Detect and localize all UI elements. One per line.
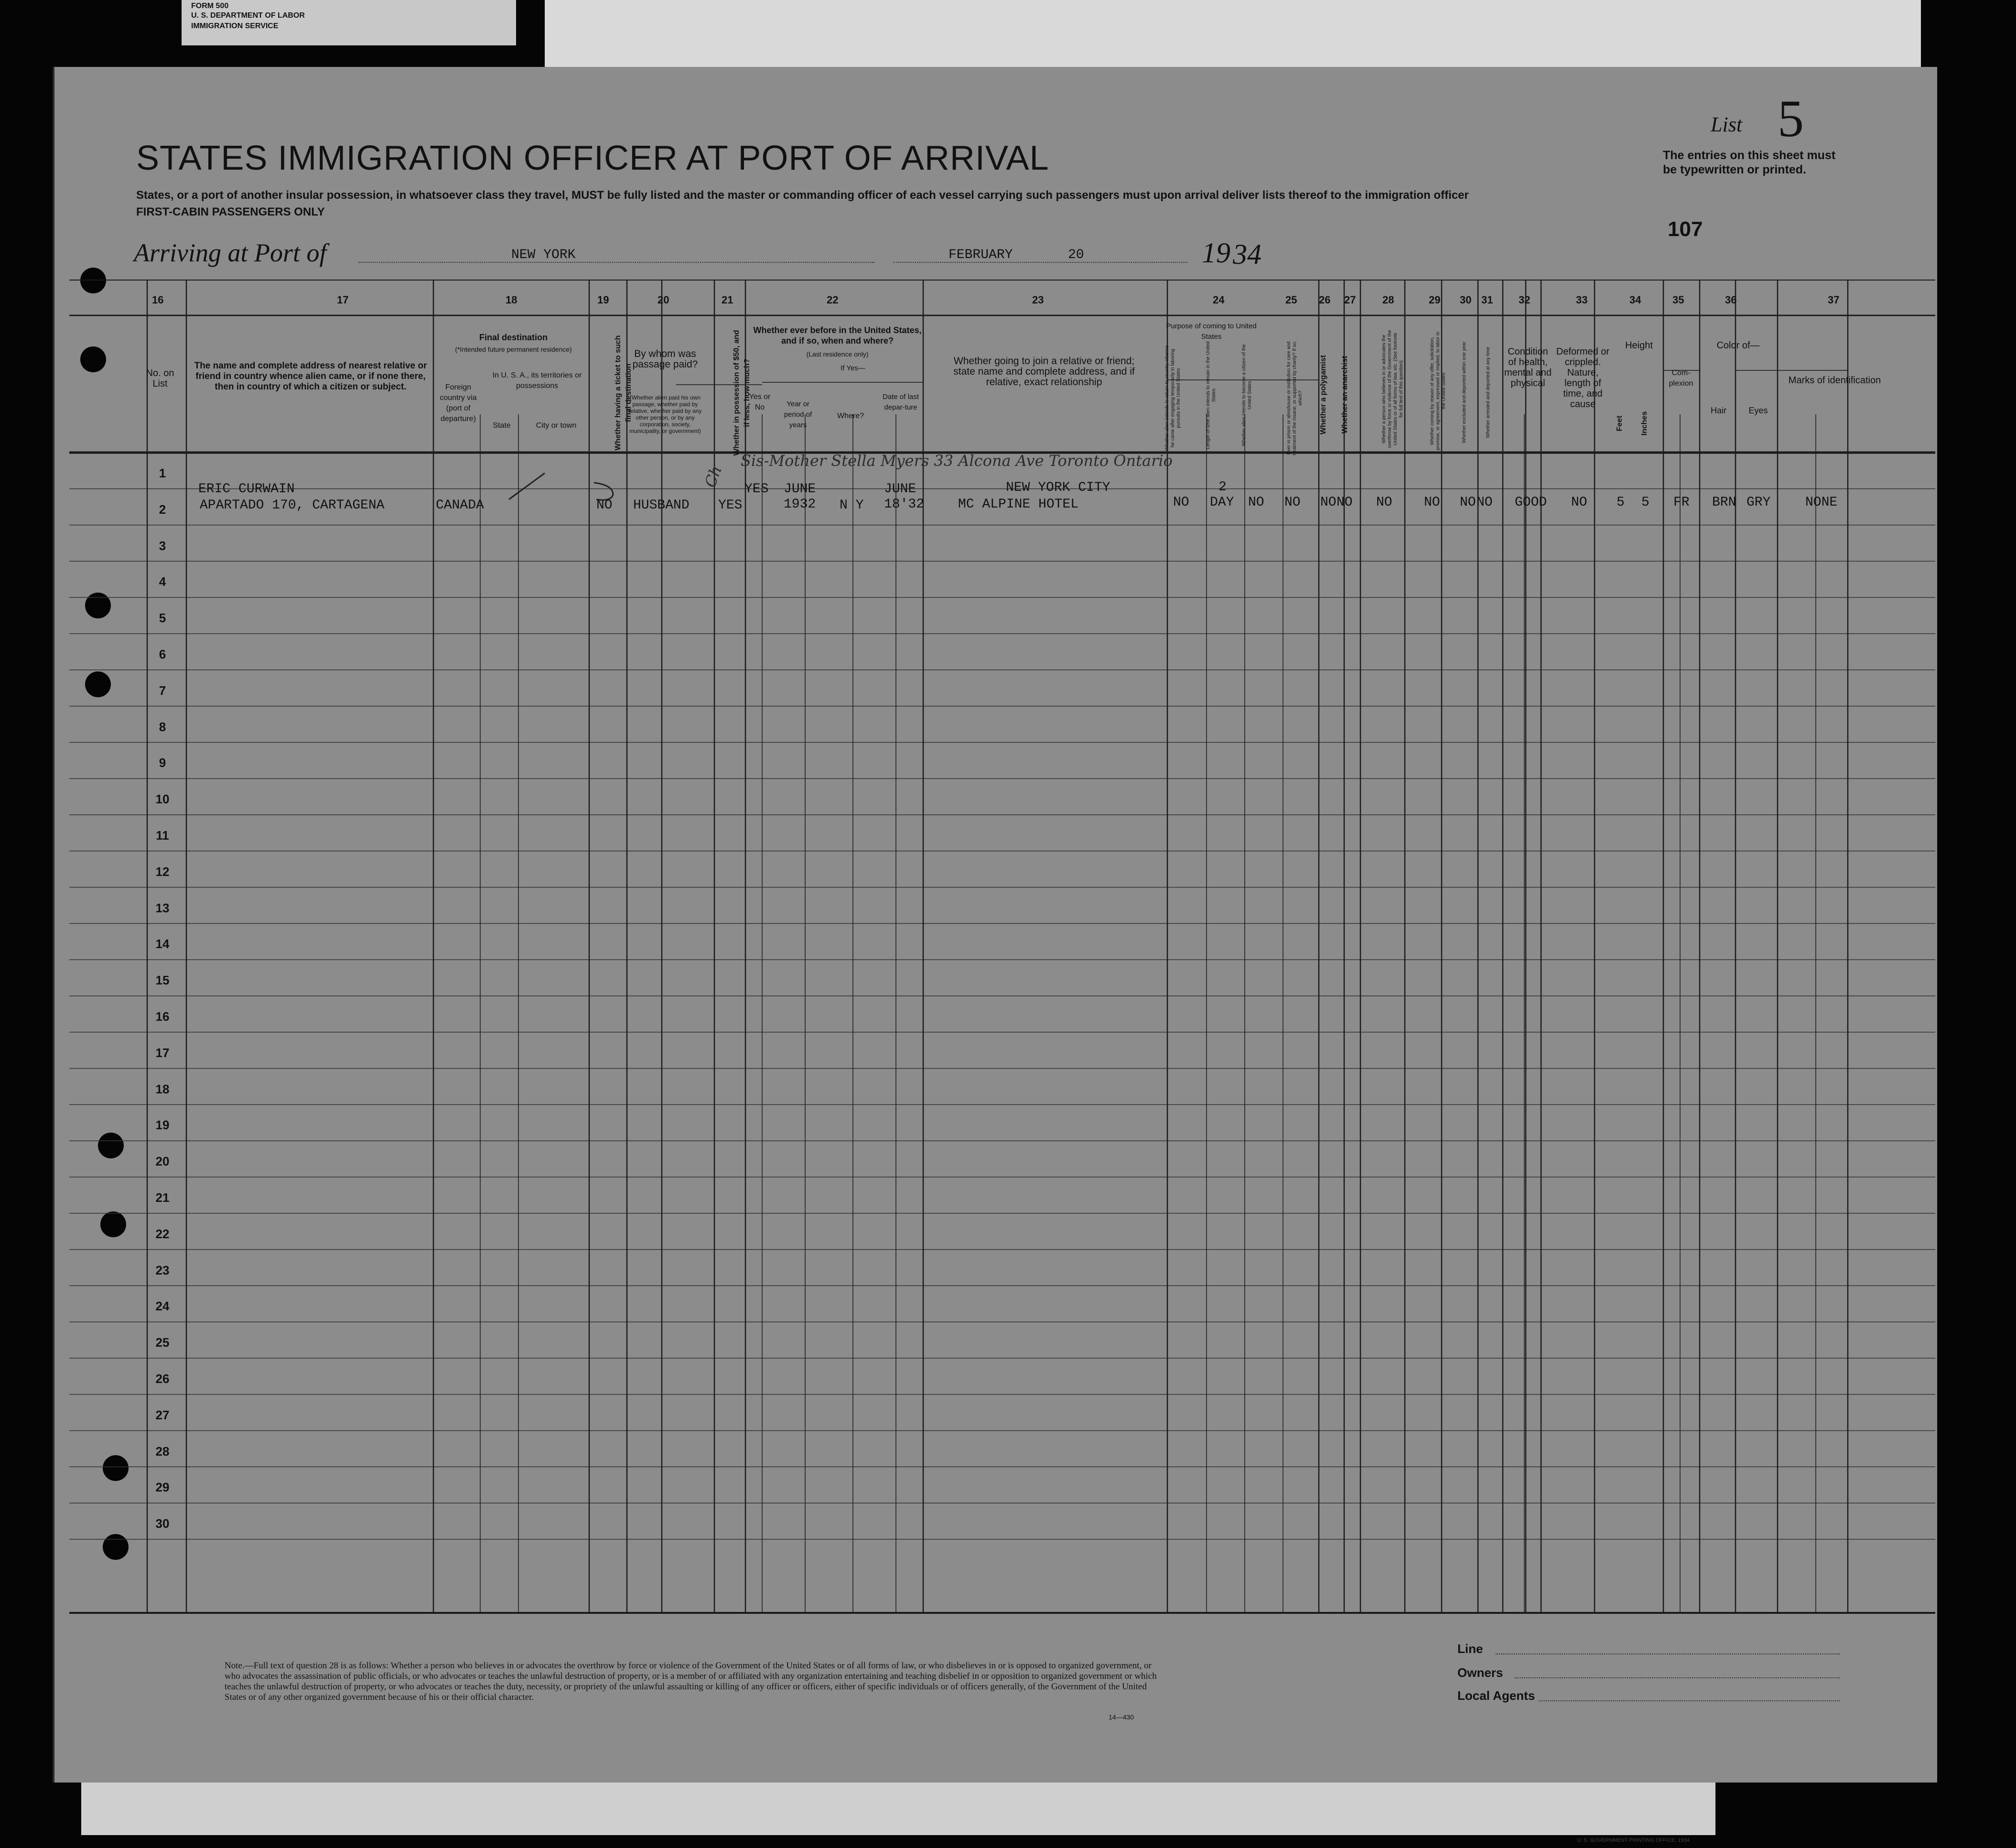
col-number-32: 32 [1519,294,1531,306]
header-excluded-deported: Whether excluded and deported within one year [1462,341,1467,443]
header-become-citizen: Whether alien intends to become a citizen of the United States [1241,344,1252,446]
header-intends-return: Whether alien intends to return to country whence he came after engaging temporarily in laboring pursuits in the United States [1164,345,1181,451]
handwritten-circle-mark [592,480,620,509]
page-edge-strip [545,0,1921,67]
col-number-25: 25 [1285,294,1297,306]
row-number: 28 [155,1444,170,1459]
header-anarchist: Whether an anarchist [1341,356,1349,434]
header-health: Condition of health, mental and physical [1504,346,1552,389]
row-number: 22 [155,1226,170,1241]
relative-name: ERIC CURWAIN [198,482,295,497]
header-last-residence: (Last residence only) [806,350,869,358]
handwritten-margin-mark: Ch [701,463,726,490]
entries-note-line2: be typewritten or printed. [1663,163,1807,176]
header-city-town: City or town [536,421,577,430]
row-number: 17 [155,1045,170,1060]
row-number: 7 [159,683,166,698]
agents-dotted-field [1539,1700,1840,1701]
col-number-26: 26 [1319,294,1331,306]
deformed-value: NO [1571,495,1587,510]
date-dotted-line [894,262,1187,263]
header-height: Height [1625,340,1653,351]
col-number-24: 24 [1213,294,1225,306]
col-number-31: 31 [1481,294,1493,306]
before-year-2: 1932 [784,497,816,512]
arriving-label: Arriving at Port of [134,238,327,267]
overthrow-value: NO [1376,495,1392,510]
header-color-of: Color of— [1716,340,1760,351]
fifty-value: YES [718,498,743,513]
row-number: 6 [159,647,166,661]
col-number-18: 18 [506,294,517,306]
col-number-30: 30 [1460,294,1472,306]
row-number: 1 [159,466,166,480]
eyes-value: GRY [1746,495,1771,510]
header-polygamist: Whether a polygamist [1319,355,1327,435]
row-number: 29 [155,1480,170,1495]
row-number: 11 [156,828,169,843]
col-number-23: 23 [1032,294,1044,306]
length-value-1: 2 [1218,480,1227,495]
row-number: 14 [155,937,170,951]
header-nearest-relative: The name and complete address of nearest relative or friend in country whence alien came, or if none there, then in country of which a citizen or subject. [194,361,427,392]
header-length-of-stay: Length of time alien intends to remain in the United States [1206,341,1217,449]
line-dotted-field [1496,1653,1840,1654]
port-dotted-line [358,262,874,263]
header-offer-solicitation: Whether coming by reason of any offer, solicitation, promise, or agreement, expressed or implied, to labor in the United States [1430,332,1446,450]
handwritten-check-mark [507,471,550,504]
col-number-22: 22 [827,294,839,306]
row-number: 13 [155,900,170,915]
header-eyes: Eyes [1748,406,1768,415]
owners-dotted-field [1515,1677,1840,1678]
relative-address: APARTADO 170, CARTAGENA [200,498,385,513]
before-year-1: JUNE [784,482,816,497]
row-number: 5 [159,611,166,626]
before-yes-no: YES [744,482,769,497]
col-number-34: 34 [1629,294,1641,306]
col-number-37: 37 [1828,294,1840,306]
header-foreign-country: Foreign country via (port of departure) [440,383,477,423]
paid-by-value: HUSBAND [633,498,690,513]
row-number: 16 [155,1009,170,1024]
length-value-2: DAY [1210,495,1234,510]
header-arrested-deported: Whether arrested and deported at any time [1486,346,1491,438]
header-final-destination: Final destination [479,333,548,342]
header-passage-note: (Whether alien paid his own passage, whether paid by relative, whether paid by any other person, or by any corporation, society, municipality, or government) [628,394,702,434]
tab-form-number: FORM 500 [191,2,229,10]
col-number-17: 17 [337,294,349,306]
anarchist-value: NO [1337,495,1353,510]
inches-value: 5 [1641,495,1649,510]
header-overthrow: Whether a person who believes in or advocates the overthrow by force or violence of the Government of the United States or of all forms of law, etc. (See footnote for full text of this question) [1381,330,1404,448]
row-number: 2 [159,502,166,517]
row-number: 20 [155,1154,170,1169]
citizen-value: NO [1248,495,1264,510]
instruction-line: States, or a port of another insular possession, in whatsoever class they travel, MUST be fully listed and the master or commanding officer of each vessel carrying such passengers must upon arrival deliver lists thereof to the immigration officer [136,189,1469,202]
header-passage-paid: By whom was passage paid? [632,348,698,370]
header-state: State [493,421,511,430]
row-number: 21 [155,1190,170,1205]
sheet-code: 107 [1668,217,1703,241]
header-inches: Inches [1640,411,1649,436]
hair-value: BRN [1712,495,1736,510]
header-marks: Marks of identification [1788,375,1881,386]
header-if-yes: If Yes— [841,364,865,372]
entries-note [1663,148,1835,177]
header-prison-almshouse: Ever in prison or almshouse or institution for care and treatment of the insane, or supported by charity? If so, which? [1286,341,1303,455]
excluded-value: NO [1460,495,1476,510]
header-in-usa: In U. S. A., its territories or possessions [492,371,582,390]
date-depart-1: JUNE [884,482,916,497]
list-number: 5 [1778,89,1804,148]
header-final-destination-sub: (*Intended future permanent residence) [455,346,572,353]
header-going-to-join: Whether going to join a relative or friend; state name and complete address, and if relative, exact relationship [953,356,1135,388]
tab-department: U. S. DEPARTMENT OF LABOR [191,11,305,20]
row-number: 4 [159,574,166,589]
question-28-footnote: Note.—Full text of question 28 is as follows: Whether a person who believes in or advocates the overthrow by force or violence of the Government of the United States or of all forms of law, or who disbelieves in or is opposed to organized government, or who advocates the assassination of public officials, or who advocates or teaches the unlawful destruction of property, or is a member of or affiliated with any organization entertaining and teaching disbelief in or opposition to organized government or which teaches the unlawful destruction of property, or who advocates or teaches the duty, necessity, or propriety of the unlawful assaulting or killing of any officer or officers, either of specific individuals or of officers generally, of the Government of the United States or of any other organized government because of his or their official character. [225,1661,1157,1702]
header-no-on-list: No. on List [146,368,174,389]
row-number: 10 [155,792,170,807]
polygamist-value: NO [1320,495,1337,510]
ticket-value: NO [596,498,613,513]
header-yes-or-no: Yes or No [749,393,771,411]
col-number-21: 21 [722,294,733,306]
header-fifty-dollars: Whether in possession of $50, and if less, how much? [733,330,751,456]
row-number: 3 [159,538,166,553]
col-number-27: 27 [1344,294,1356,306]
row-number: 23 [155,1263,170,1277]
header-ever-before: Whether ever before in the United States, and if so, when and where? [753,325,922,346]
col-number-36: 36 [1725,294,1737,306]
complexion-value: FR [1673,495,1690,510]
line-label: Line [1457,1642,1483,1656]
before-where: N Y [840,498,864,513]
join-line-1: NEW YORK CITY [1006,480,1110,495]
feet-value: 5 [1617,495,1625,510]
col-number-33: 33 [1576,294,1588,306]
col-number-20: 20 [658,294,669,306]
header-ticket: Whether having a ticket to such final destination [614,335,633,451]
tab-service: IMMIGRATION SERVICE [191,22,279,30]
foreign-country-value: CANADA [436,498,484,513]
join-line-2: MC ALPINE HOTEL [958,497,1079,512]
first-cabin-line: FIRST-CABIN PASSENGERS ONLY [136,205,325,218]
date-depart-2: 18'32 [884,497,925,512]
form-number: 14—430 [1109,1713,1134,1721]
owners-label: Owners [1457,1665,1503,1680]
list-label: List [1711,113,1743,136]
health-value: GOOD [1515,495,1547,510]
row-number: 24 [155,1299,170,1314]
col-number-16: 16 [152,294,164,306]
col-number-28: 28 [1382,294,1394,306]
page-title: STATES IMMIGRATION OFFICER AT PORT OF ARRIVAL [136,139,1049,177]
manifest-grid [69,280,1935,1622]
row-number: 26 [155,1372,170,1386]
arrested-value: NO [1477,495,1493,510]
day-value: 20 [1068,248,1084,262]
row-number: 9 [159,756,166,770]
row-number: 8 [159,719,166,734]
header-deformed: Deformed or crippled. Nature, length of time, and cause [1556,346,1610,410]
port-value: NEW YORK [511,248,576,262]
offer-value: NO [1424,495,1440,510]
header-complexion: Com-plexion [1669,369,1693,388]
header-date-departure: Date of last depar-ture [883,393,919,411]
row-number: 19 [155,1118,170,1133]
intends-return-value: NO [1173,495,1189,510]
header-feet: Feet [1616,415,1624,432]
row-number: 12 [155,864,170,879]
col-number-19: 19 [597,294,609,306]
local-agents-label: Local Agents [1457,1688,1535,1703]
prison-value: NO [1284,495,1301,510]
printing-office: U. S. GOVERNMENT PRINTING OFFICE: 1934 [1577,1837,1690,1843]
month-value: FEBRUARY [949,248,1013,262]
row-number: 30 [155,1516,170,1531]
header-purpose: Purpose of coming to United States [1166,322,1257,341]
row-number: 25 [155,1335,170,1350]
header-year-period: Year or period of years [784,400,812,429]
year-handwritten: 34 [1233,238,1261,270]
marks-value: NONE [1805,495,1838,510]
row-number: 27 [155,1407,170,1422]
header-where: Where? [837,412,864,420]
year-prefix: 19 [1202,237,1230,269]
entries-note-line1: The entries on this sheet must [1663,149,1836,162]
handwritten-relative-note: Sis-Mother Stella Myers 33 Alcona Ave Toronto Ontario [741,452,1173,470]
row-number: 15 [155,973,170,988]
col-number-29: 29 [1429,294,1441,306]
header-hair: Hair [1710,406,1726,415]
col-number-35: 35 [1672,294,1684,306]
row-number: 18 [155,1081,170,1096]
